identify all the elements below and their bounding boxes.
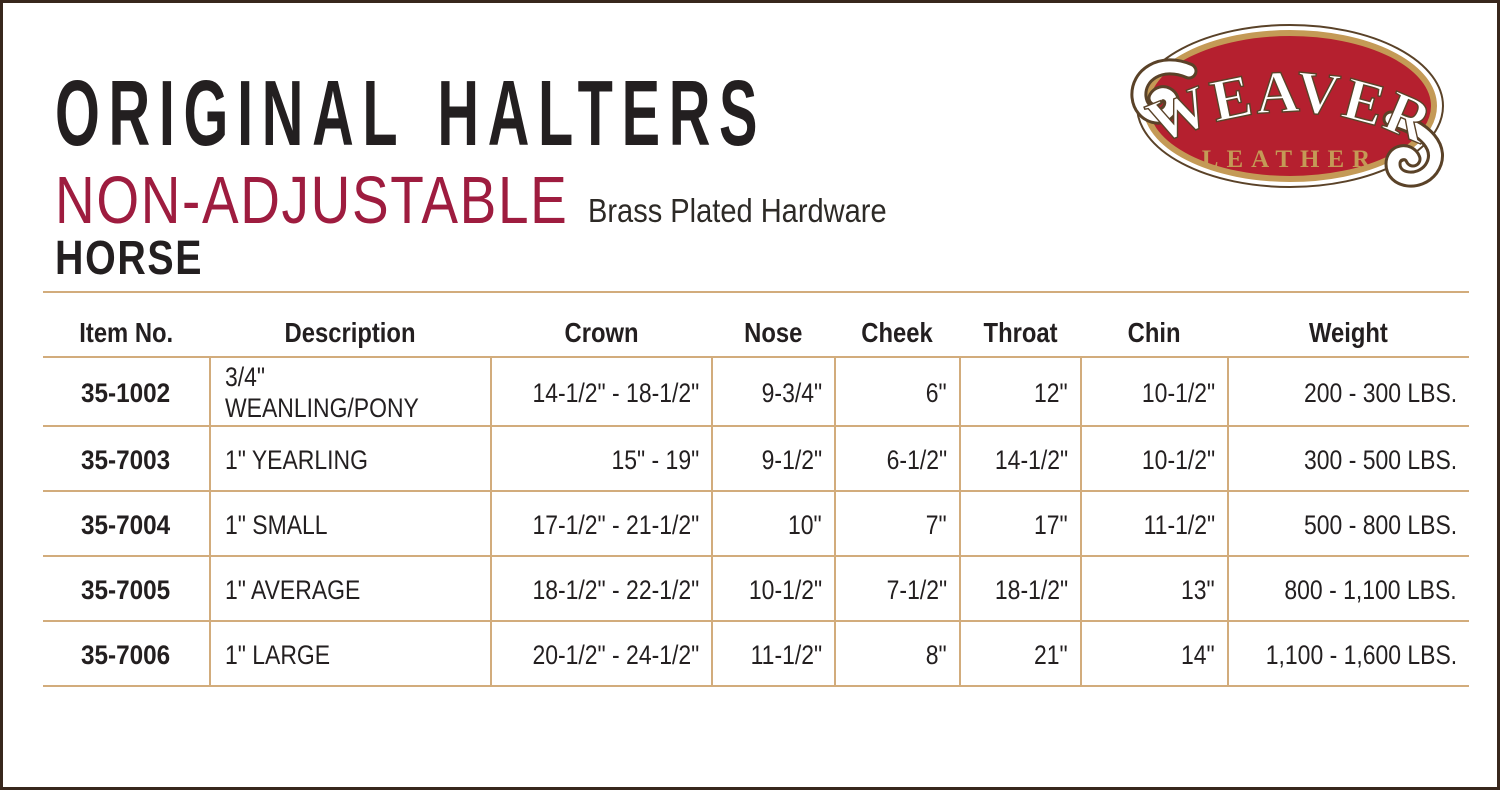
column-header-label: Description [285,317,416,348]
column-header-chin [1081,292,1228,357]
cell-chin [1081,357,1228,426]
item-no-text: 35-7005 [81,574,171,605]
column-header-label: Nose [744,317,803,348]
cell-cheek [835,357,960,426]
cheek-text: 7" [926,509,947,540]
nose-text: 11-1/2" [750,639,822,670]
crown-text: 14-1/2" - 18-1/2" [532,377,699,408]
throat-text: 17" [1034,509,1068,540]
cell-weight [1228,621,1469,686]
column-header-label: Throat [983,317,1058,348]
weight-text: 200 - 300 LBS. [1303,377,1457,408]
cheek-text: 6-1/2" [886,444,947,475]
cell-cheek [835,621,960,686]
table-row [43,357,1469,426]
column-header-label: Cheek [861,317,934,348]
nose-text: 10" [788,509,822,540]
cell-weight [1228,357,1469,426]
column-header-label: Weight [1309,317,1388,348]
weight-text: 500 - 800 LBS. [1303,509,1457,540]
cell-crown [491,556,712,621]
table-row [43,556,1469,621]
nose-text: 9-1/2" [761,444,822,475]
chin-text: 10-1/2" [1141,377,1215,408]
cell-nose [712,556,835,621]
cheek-text: 8" [926,639,947,670]
cell-item-no [43,426,210,491]
throat-text: 12" [1034,377,1068,408]
weight-text: 300 - 500 LBS. [1303,444,1457,475]
column-header-weight [1228,292,1469,357]
crown-text: 17-1/2" - 21-1/2" [532,509,699,540]
cell-nose [712,426,835,491]
table-row [43,491,1469,556]
cheek-text: 7-1/2" [886,574,947,605]
item-no-text: 35-7003 [81,444,171,475]
section-label [55,232,236,285]
cell-item-no [43,621,210,686]
column-header-item-no [43,292,210,357]
description-text: 3/4" WEANLING/PONY [225,362,419,423]
throat-text: 21" [1034,639,1068,670]
chin-text: 13" [1181,574,1215,605]
cell-description [210,621,491,686]
column-header-label: Item No. [79,317,174,348]
size-spec-table [43,291,1469,687]
throat-text: 14-1/2" [994,444,1068,475]
cell-nose [712,357,835,426]
section-label-text: HORSE [55,232,204,285]
crown-text: 15" - 19" [611,444,699,475]
cell-chin [1081,426,1228,491]
column-header-label: Chin [1128,317,1181,348]
cell-description [210,556,491,621]
chin-text: 11-1/2" [1143,509,1215,540]
cell-chin [1081,491,1228,556]
cell-cheek [835,556,960,621]
cell-cheek [835,426,960,491]
logo-brand-word: WEAVER [1138,58,1443,157]
cell-crown [491,621,712,686]
cell-nose [712,491,835,556]
nose-text: 10-1/2" [748,574,822,605]
item-no-text: 35-7006 [81,639,171,670]
column-header-description [210,292,491,357]
item-no-text: 35-1002 [81,377,171,408]
cell-throat [960,621,1081,686]
logo-sub-word: LEATHER [1201,146,1379,173]
weaver-leather-logo [1129,19,1451,191]
description-text: 1" AVERAGE [225,574,361,605]
column-header-label: Crown [564,317,639,348]
column-header-crown [491,292,712,357]
table-header-row [43,292,1469,357]
weight-text: 800 - 1,100 LBS. [1284,574,1457,605]
cell-throat [960,357,1081,426]
page-title-text: ORIGINAL HALTERS [55,61,767,165]
cell-weight [1228,491,1469,556]
chin-text: 10-1/2" [1141,444,1215,475]
subtitle-text: NON-ADJUSTABLE [55,163,569,238]
column-header-cheek [835,292,960,357]
description-text: 1" SMALL [225,509,328,540]
table-row [43,621,1469,686]
cell-crown [491,357,712,426]
cell-chin [1081,621,1228,686]
crown-text: 18-1/2" - 22-1/2" [532,574,699,605]
table-row [43,426,1469,491]
column-header-nose [712,292,835,357]
item-no-text: 35-7004 [81,509,171,540]
cell-throat [960,491,1081,556]
cell-throat [960,426,1081,491]
cell-description [210,357,491,426]
cell-description [210,426,491,491]
description-text: 1" YEARLING [225,444,368,475]
cell-description [210,491,491,556]
cheek-text: 6" [926,377,947,408]
throat-text: 18-1/2" [994,574,1068,605]
hardware-note [588,194,927,227]
cell-nose [712,621,835,686]
chin-text: 14" [1181,639,1215,670]
cell-item-no [43,556,210,621]
cell-throat [960,556,1081,621]
logo-graphic [1129,19,1451,191]
page-title [55,61,1202,165]
cell-crown [491,491,712,556]
crown-text: 20-1/2" - 24-1/2" [532,639,699,670]
nose-text: 9-3/4" [761,377,822,408]
cell-weight [1228,556,1469,621]
cell-cheek [835,491,960,556]
cell-item-no [43,491,210,556]
cell-chin [1081,556,1228,621]
hardware-note-text: Brass Plated Hardware [588,192,887,229]
weight-text: 1,100 - 1,600 LBS. [1265,639,1457,670]
cell-crown [491,426,712,491]
description-text: 1" LARGE [225,639,331,670]
cell-item-no [43,357,210,426]
column-header-throat [960,292,1081,357]
cell-weight [1228,426,1469,491]
